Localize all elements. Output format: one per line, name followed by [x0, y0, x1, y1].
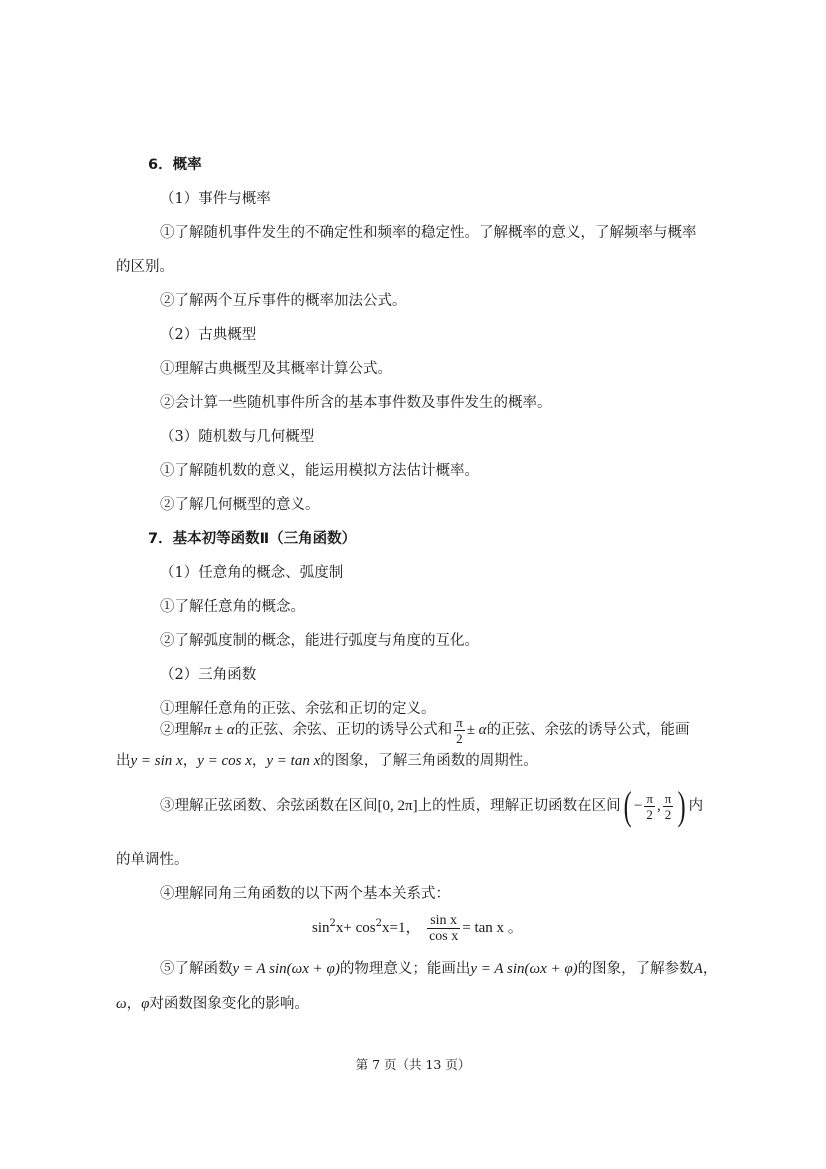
text: 的正弦、余弦的诱导公式，能画 [486, 722, 690, 738]
paragraph: ①理解任意角的正弦、余弦和正切的定义。 [160, 701, 436, 717]
close-paren: ) [677, 783, 686, 828]
paragraph-monotonicity [160, 783, 704, 828]
text: 的物理意义；能画出 [339, 961, 471, 977]
paragraph: ②了解两个互斥事件的概率加法公式。 [160, 293, 407, 309]
paragraph: ①了解随机事件发生的不确定性和频率的稳定性。了解概率的意义，了解频率与概率 [160, 225, 697, 241]
math: y = cos x [197, 753, 252, 769]
text: 内 [688, 798, 704, 814]
math: sin [312, 920, 330, 936]
superscript: 2 [329, 918, 336, 930]
text: 的正弦、余弦、正切的诱导公式和 [234, 722, 453, 738]
text: ， [126, 996, 142, 1012]
math: y = A sin(ωx + φ) [470, 961, 578, 977]
text: 的图象，了解参数 [577, 961, 694, 977]
math: x=1， [381, 920, 421, 936]
text: 的图象，了解三角函数的周期性。 [320, 753, 538, 769]
paragraph: ①理解古典概型及其概率计算公式。 [160, 361, 392, 377]
math: y = sin x [130, 753, 183, 769]
paragraph-continued: 的区别。 [116, 259, 174, 275]
subsection-trig-functions: （2）三角函数 [160, 667, 257, 683]
math: ± α [466, 722, 487, 738]
page-footer: 第 7 页（共 13 页） [355, 1057, 471, 1072]
math: [0, 2π] [377, 798, 418, 814]
paragraph-continued: 的单调性。 [116, 852, 189, 868]
math: φ [141, 996, 150, 1012]
fraction [663, 791, 674, 822]
paragraph-sinusoid [160, 959, 717, 979]
math: , [656, 798, 661, 814]
text: ③理解正弦函数、余弦函数在区间 [160, 798, 378, 814]
paragraph: ①了解任意角的概念。 [160, 599, 305, 615]
subsection-arbitrary-angle: （1）任意角的概念、弧度制 [160, 565, 344, 581]
text: ， [251, 753, 267, 769]
math: x+ cos [335, 920, 376, 936]
fraction-denominator: 2 [456, 730, 463, 746]
text: ， [182, 753, 198, 769]
math: ω [116, 996, 127, 1012]
fraction [644, 791, 655, 822]
fraction-denominator: 2 [664, 806, 672, 822]
section-7-heading: 7．基本初等函数Ⅱ（三角函数） [148, 531, 357, 547]
text: 出 [116, 753, 131, 769]
fraction-numerator: π [664, 790, 672, 806]
fraction [454, 715, 465, 746]
formula-identities [312, 908, 523, 948]
text: 上的性质，理解正切函数在区间 [417, 798, 621, 814]
text: ， [702, 961, 718, 977]
fraction-numerator: π [646, 790, 653, 806]
fraction-numerator: sin x [427, 913, 460, 929]
fraction-denominator: 2 [646, 806, 653, 822]
paragraph: ②会计算一些随机事件所含的基本事件数及事件发生的概率。 [160, 395, 552, 411]
paragraph-induction-formulas [160, 711, 690, 749]
math: y = A sin(ωx + φ) [232, 961, 340, 977]
paragraph: ②了解弧度制的概念，能进行弧度与角度的互化。 [160, 633, 479, 649]
subsection-random-geometric: （3）随机数与几何概型 [160, 429, 315, 445]
text: ⑤了解函数 [160, 961, 233, 977]
fraction-denominator: cos x [429, 928, 459, 944]
fraction-numerator: π [456, 714, 463, 730]
paragraph-continued [116, 751, 538, 771]
math: = tan x 。 [462, 920, 523, 936]
math: y = tan x [266, 753, 321, 769]
paragraph-continued [116, 994, 309, 1014]
math: π ± α [203, 722, 235, 738]
paragraph: ④理解同角三角函数的以下两个基本关系式： [160, 886, 450, 902]
math: − [633, 798, 643, 814]
paragraph: ①了解随机数的意义，能运用模拟方法估计概率。 [160, 463, 479, 479]
open-paren: ( [623, 783, 632, 828]
text: 对函数图象变化的影响。 [149, 996, 309, 1012]
paragraph: ②了解几何概型的意义。 [160, 497, 320, 513]
fraction [427, 913, 460, 944]
subsection-events-probability: （1）事件与概率 [160, 191, 271, 207]
section-6-heading: 6．概率 [148, 157, 202, 173]
math: A [693, 961, 703, 977]
superscript: 2 [375, 918, 382, 930]
text: ②理解 [160, 722, 204, 738]
subsection-classical-model: （2）古典概型 [160, 327, 257, 343]
